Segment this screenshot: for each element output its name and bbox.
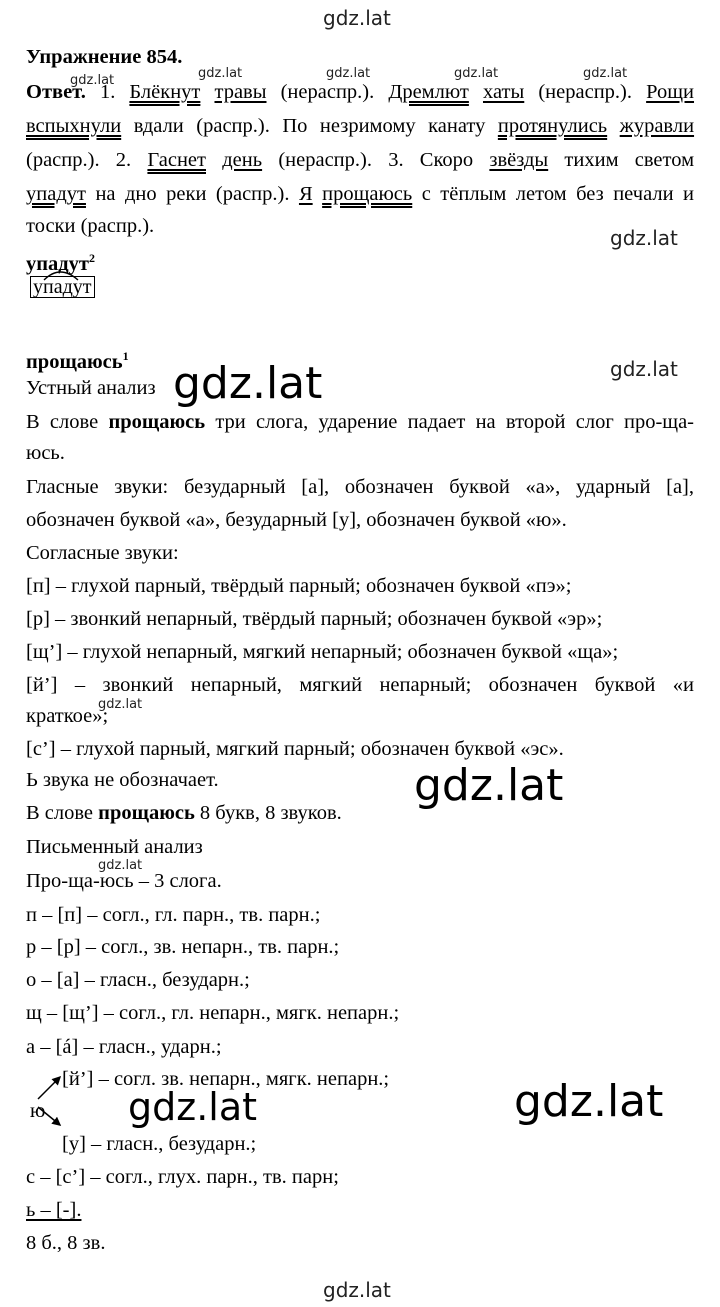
written-analysis-title: Письменный анализ <box>26 836 203 858</box>
watermark-small-7: gdz.lat <box>98 858 143 873</box>
watermark-top: gdz.lat <box>323 6 391 30</box>
upadut-heading: упадут$^2$ <box>26 251 96 275</box>
letter-row-o: о – [а] – гласн., безударн.; <box>26 969 250 991</box>
watermark-large-3: gdz.lat <box>128 1085 258 1129</box>
consonant-s: [с’] – глухой парный, мягкий парный; обозначен буквой «эс». <box>26 738 564 760</box>
letter-row-yu-u: [у] – гласн., безударн.; <box>62 1133 257 1155</box>
consonant-p: [п] – глухой парный, твёрдый парный; обозначен буквой «пэ»; <box>26 575 572 597</box>
letter-row-shch: щ – [щ’] – согл., гл. непарн., мягк. непарн.; <box>26 1002 400 1024</box>
vowels-line-2: обозначен буквой «а», безударный [у], обозначен буквой «ю». <box>26 509 567 531</box>
oral-analysis-title: Устный анализ <box>26 377 156 399</box>
letter-yu: ю <box>30 1100 46 1122</box>
syllable-line-end: юсь. <box>26 442 65 464</box>
watermark-small-4: gdz.lat <box>454 66 499 81</box>
letter-row-yu-j: [й’] – согл. зв. непарн., мягк. непарн.; <box>62 1068 390 1090</box>
vowels-line-1: Гласные звуки: безударный [а], обозначен буквой «а», ударный [а], <box>26 476 694 498</box>
consonant-shch: [щ’] – глухой непарный, мягкий непарный; обозначен буквой «ща»; <box>26 641 619 663</box>
letter-row-soft: ь – [-]. <box>26 1199 82 1221</box>
watermark-small-3: gdz.lat <box>326 66 371 81</box>
watermark-right-1: gdz.lat <box>610 226 678 250</box>
answer-line-1: Ответ. 1. Блёкнут травы (нераспр.). Дремлют хаты (нераспр.). Рощи <box>26 81 695 103</box>
watermark-large-4: gdz.lat <box>514 1076 664 1127</box>
watermark-small-5: gdz.lat <box>583 66 628 81</box>
upadut-morpheme-diagram: упадут <box>30 276 95 299</box>
syllable-line: В слове прощаюсь три слога, ударение падает на второй слог про-ща- <box>26 411 694 433</box>
answer-line-2: вспыхнули вдали (распр.). По незримому канату протянулись журавли <box>26 115 695 137</box>
consonants-title: Согласные звуки: <box>26 542 179 564</box>
answer-line-3: (распр.). 2. Гаснет день (нераспр.). 3. Скоро звёзды тихим светом <box>26 149 695 171</box>
watermark-small-2: gdz.lat <box>198 66 243 81</box>
letter-row-r: р – [р] – согл., зв. непарн., тв. парн.; <box>26 936 340 958</box>
watermark-small-6: gdz.lat <box>98 697 143 712</box>
watermark-large-1: gdz.lat <box>173 358 323 409</box>
consonant-j: [й’] – звонкий непарный, мягкий непарный; обозначен буквой «и <box>26 674 694 696</box>
answer-line-5: тоски (распр.). <box>26 215 155 237</box>
root-arc-icon <box>30 266 130 282</box>
proshchayus-heading: прощаюсь$^1$ <box>26 349 129 373</box>
letter-row-p: п – [п] – согл., гл. парн., тв. парн.; <box>26 904 321 926</box>
letter-row-s: с – [с’] – согл., глух. парн., тв. парн; <box>26 1166 339 1188</box>
consonant-j-end: краткое»; <box>26 705 109 727</box>
watermark-bottom: gdz.lat <box>323 1278 391 1302</box>
total-count: 8 б., 8 зв. <box>26 1232 106 1254</box>
watermark-right-2: gdz.lat <box>610 357 678 381</box>
soft-sign-note: Ь звука не обозначает. <box>26 769 219 791</box>
exercise-title: Упражнение 854. <box>26 46 183 68</box>
answer-line-4: упадут на дно реки (распр.). Я прощаюсь с тёплым летом без печали и <box>26 183 695 205</box>
watermark-small-1: gdz.lat <box>70 73 115 88</box>
written-syllables: Про-ща-юсь – 3 слога. <box>26 870 222 892</box>
consonant-r: [р] – звонкий непарный, твёрдый парный; обозначен буквой «эр»; <box>26 608 603 630</box>
watermark-large-2: gdz.lat <box>414 760 564 811</box>
letter-row-a: а – [á] – гласн., ударн.; <box>26 1036 222 1058</box>
letters-sounds-count: В слове прощаюсь 8 букв, 8 звуков. <box>26 802 342 824</box>
answer-label: Ответ. <box>26 81 86 103</box>
split-arrows-icon <box>26 1063 66 1133</box>
